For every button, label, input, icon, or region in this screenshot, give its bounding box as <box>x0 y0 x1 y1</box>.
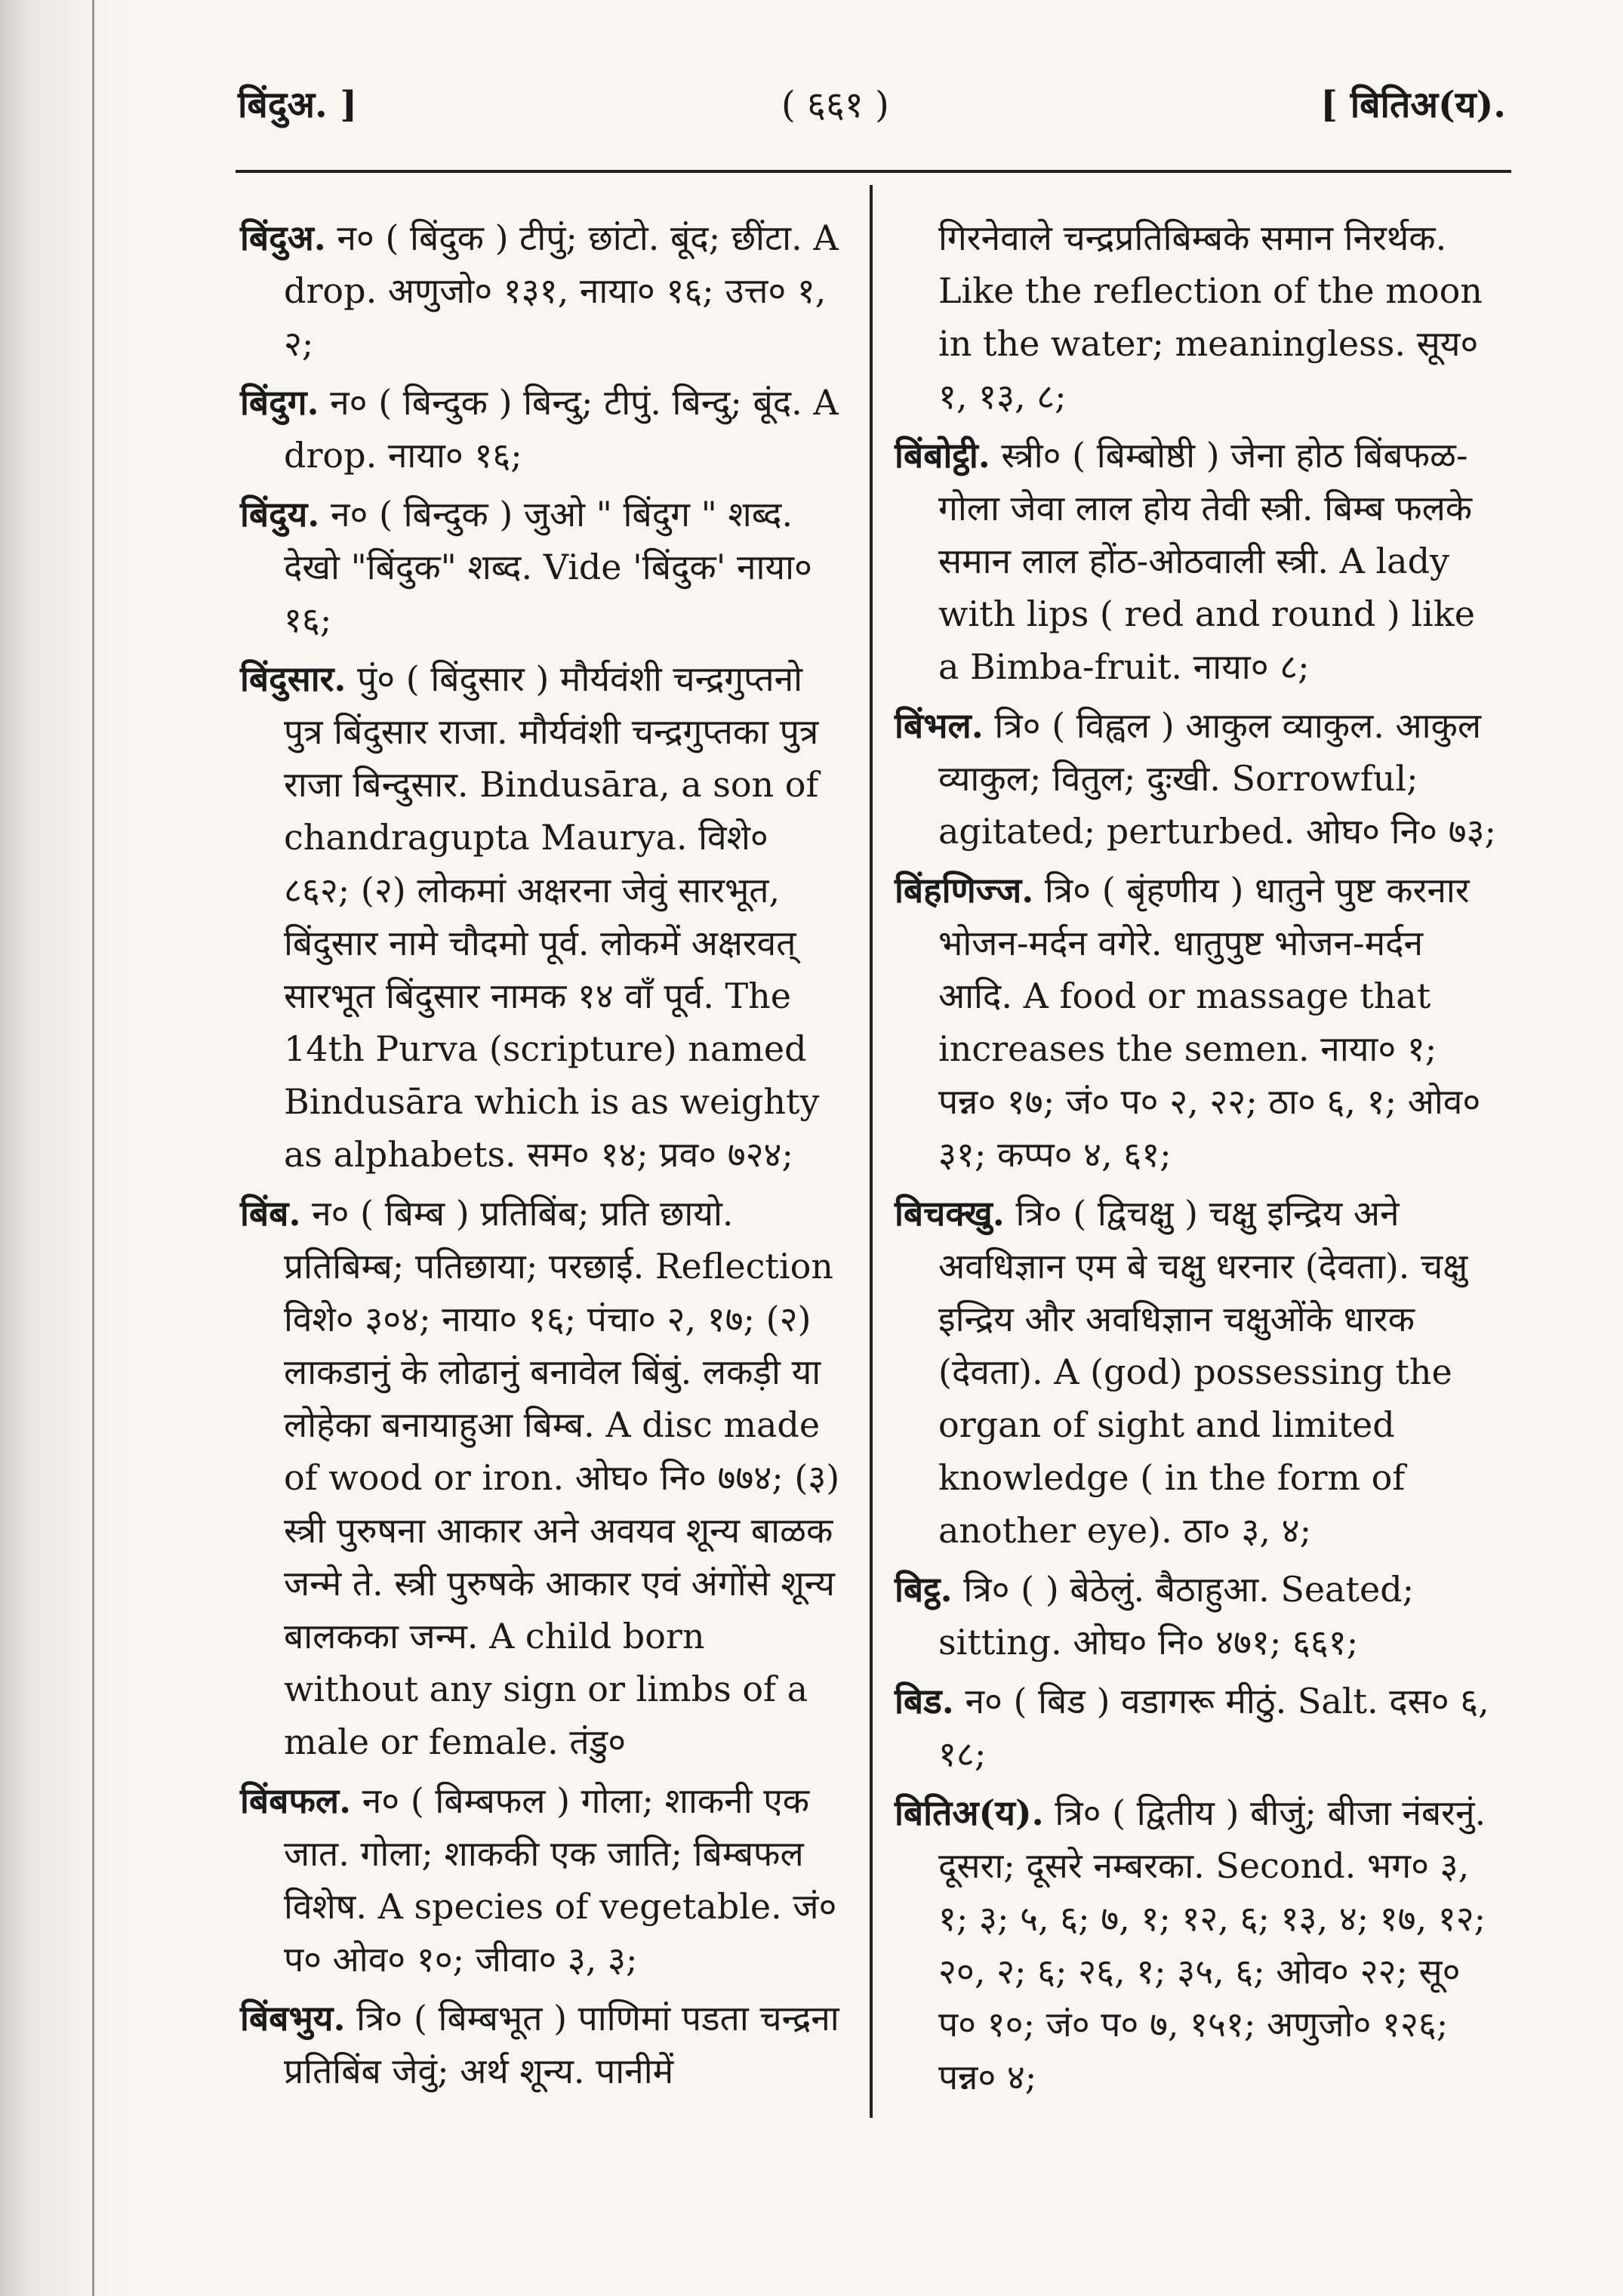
entry-definition: न० ( बिन्दुक ) बिन्दु; टीपुं. बिन्दु; बूंद. A drop. नाया० १६; <box>284 382 839 476</box>
entry-headword: बिंबभुय. <box>240 1998 346 2039</box>
entry-headword: बिंबोट्ठी. <box>895 435 990 476</box>
entry-headword: बिड. <box>895 1681 954 1721</box>
entry-definition: न० ( बिम्बफल ) गोला; शाकनी एक जात. गोला; शाककी एक जाति; बिम्बफल विशेष. A species of vegetable. जं० प० ओव० १०; जीवा० ३, ३; <box>284 1780 837 1980</box>
dictionary-entry <box>240 652 844 1181</box>
dictionary-entry <box>240 1187 844 1768</box>
entry-definition: त्रि० ( द्वितीय ) बीजुं; बीजा नंबरनुं. दूसरा; दूसरे नम्बरका. Second. भग० ३, १; ३; ५, ६; ७, १; १२, ६; १३, ४; १७, १२; २०, २; ६; २६, १; ३५, ६; ओव० २२; सू० प० १०; जं० प० ७, १५१; अणुजो० १२६; पन्न० ४; <box>938 1792 1486 2097</box>
header-left-guideword: बिंदुअ. ] <box>238 84 358 126</box>
entry-definition: न० ( बिड ) वडागरू मीठुं. Salt. दस० ६, १८; <box>938 1681 1489 1774</box>
entry-definition: त्रि० ( बृंहणीय ) धातुने पुष्ट करनार भोजन-मर्दन वगेरे. धातुपुष्ट भोजन-मर्दन आदि. A food or massage that increases the semen. नाया० १; पन्न० १७; जं० प० २, २२; ठा० ६, १; ओव० ३१; कप्प० ४, ६१; <box>938 870 1481 1175</box>
entry-headword: बिंभल. <box>895 705 984 746</box>
entry-definition: न० ( बिम्ब ) प्रतिबिंब; प्रति छायो. प्रतिबिम्ब; पतिछाया; परछाई. Reflection विशे० ३०४; नाया० १६; पंचा० २, १७; (२) लाकडानुं के लोढानुं बनावेल बिंबुं. लकड़ी या लोहेका बनायाहुआ बिम्ब. A disc made of wood or iron. ओघ० नि० ७७४; (३) स्त्री पुरुषना आकार अने अवयव शून्य बाळक जन्मे ते. स्त्री पुरुषके आकार एवं अंगोंसे शून्य बालकका जन्म. A child born without any sign or limbs of a male or female. तंडु० <box>284 1193 840 1762</box>
entry-headword: बिंहणिज्ज. <box>895 870 1034 911</box>
right-column <box>895 211 1498 2110</box>
dictionary-entry <box>895 429 1498 693</box>
entry-definition: गिरनेवाले चन्द्रप्रतिबिम्बके समान निरर्थक. Like the reflection of the moon in the water; meaningless. सूय० १, १३, ८; <box>938 217 1483 417</box>
entry-definition: न० ( बिन्दुक ) जुओ " बिंदुग " शब्द. देखो "बिंदुक" शब्द. Vide 'बिंदुक' नाया० १६; <box>284 494 812 640</box>
entry-headword: बिट्ठ. <box>895 1569 953 1610</box>
dictionary-entry <box>895 1187 1498 1557</box>
entry-definition: त्रि० ( बिम्बभूत ) पाणिमां पडता चन्द्रना प्रतिबिंब जेवुं; अर्थ शून्य. पानीमें <box>284 1998 839 2091</box>
dictionary-entry <box>895 699 1498 858</box>
left-column <box>240 211 844 2103</box>
binding-line <box>92 0 94 2296</box>
entry-headword: बिंबफल. <box>240 1780 352 1821</box>
page-number: ( ६६१ ) <box>781 84 889 126</box>
entry-definition: न० ( बिंदुक ) टीपुं; छांटो. बूंद; छींटा. A drop. अणुजो० १३१, नाया० १६; उत्त० १, २; <box>284 217 839 364</box>
entry-headword: बितिअ(य). <box>895 1792 1044 1833</box>
dictionary-entry <box>895 211 1498 423</box>
header-right-guideword: [ बितिअ(य). <box>1320 84 1506 126</box>
entry-definition: त्रि० ( द्विचक्षु ) चक्षु इन्द्रिय अने अवधिज्ञान एम बे चक्षु धरनार (देवता). चक्षु इन्द्रिय और अवधिज्ञान चक्षुओंके धारक (देवता). A (god) possessing the organ of sight and limited knowledge ( in the form of another eye). ठा० ३, ४; <box>938 1193 1468 1551</box>
column-divider <box>870 185 873 2118</box>
dictionary-entry <box>895 1786 1498 2103</box>
dictionary-entry <box>240 1992 844 2097</box>
entry-definition: त्रि० ( ) बेठेलुं. बैठाहुआ. Seated; sitting. ओघ० नि० ४७१; ६६१; <box>938 1569 1415 1663</box>
dictionary-entry <box>240 488 844 646</box>
dictionary-entry <box>240 1774 844 1986</box>
dictionary-entry <box>895 864 1498 1181</box>
entry-headword: बिंदुग. <box>240 382 319 423</box>
entry-headword: बिंदुसार. <box>240 658 346 699</box>
header-rule <box>236 170 1511 173</box>
entry-headword: बिंदुय. <box>240 494 320 535</box>
entry-definition: स्त्री० ( बिम्बोष्ठी ) जेना होठ बिंबफळ-गोला जेवा लाल होय तेवी स्त्री. बिम्ब फलके समान लाल होंठ-ओठवाली स्त्री. A lady with lips ( red and round ) like a Bimba-fruit. नाया० ८; <box>938 435 1475 687</box>
dictionary-entry <box>895 1563 1498 1669</box>
page-header <box>238 72 1506 140</box>
dictionary-entry <box>240 376 844 482</box>
entry-headword: बिंदुअ. <box>240 217 326 258</box>
dictionary-entry <box>240 211 844 370</box>
entry-headword: बिंब. <box>240 1193 301 1234</box>
entry-definition: पुं० ( बिंदुसार ) मौर्यवंशी चन्द्रगुप्तनो पुत्र बिंदुसार राजा. मौर्यवंशी चन्द्रगुप्तका पुत्र राजा बिन्दुसार. Bindusāra, a son of chandragupta Maurya. विशे० ८६२; (२) लोकमां अक्षरना जेवुं सारभूत, बिंदुसार नामे चौदमो पूर्व. लोकमें अक्षरवत् सारभूत बिंदुसार नामक १४ वाँ पूर्व. The 14th Purva (scripture) named Bindusāra which is as weighty as alphabets. सम० १४; प्रव० ७२४; <box>284 658 820 1175</box>
page-spine-shadow <box>0 0 128 2296</box>
entry-definition: त्रि० ( विह्वल ) आकुल व्याकुल. आकुल व्याकुल; वितुल; दुःखी. Sorrowful; agitated; perturbed. ओघ० नि० ७३; <box>938 705 1496 852</box>
dictionary-entry <box>895 1675 1498 1780</box>
entry-headword: बिचक्खु. <box>895 1193 1005 1234</box>
